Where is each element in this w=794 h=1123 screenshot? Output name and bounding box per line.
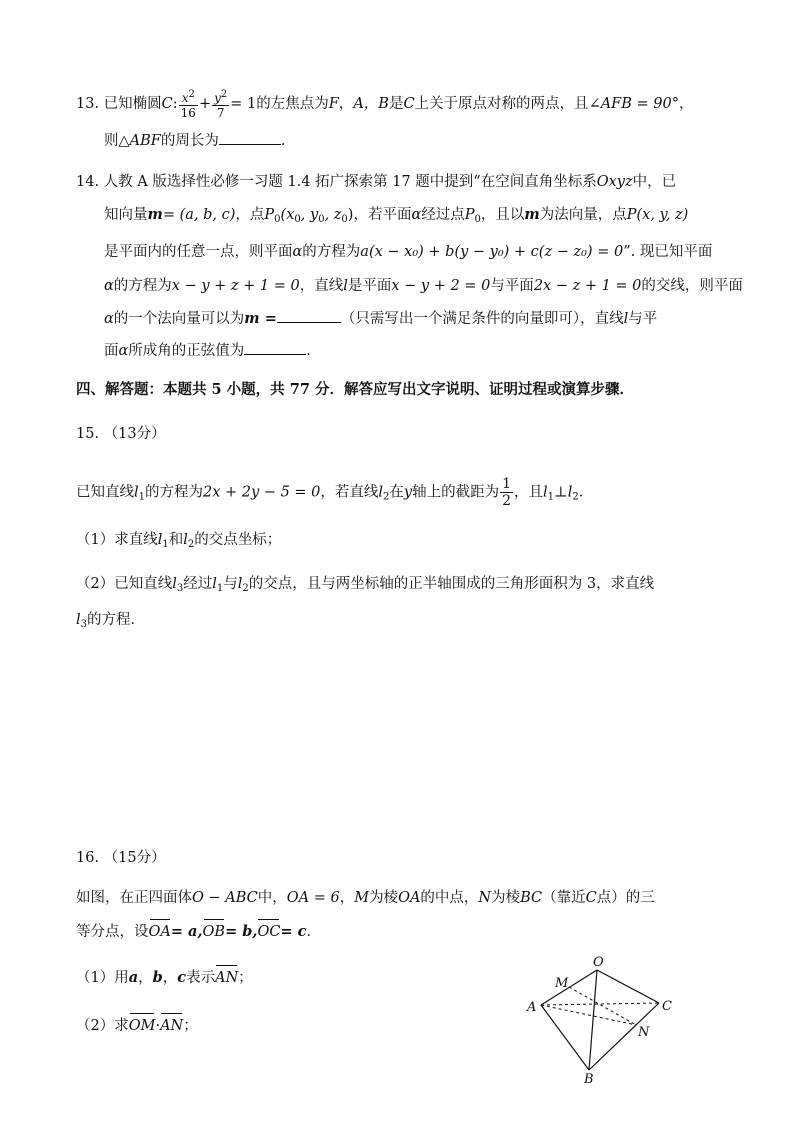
- plane3: 2x − z + 1 = 0: [533, 278, 642, 294]
- bold-c: c: [177, 969, 187, 986]
- sub-2c: 2: [187, 539, 195, 550]
- sub-3: 3: [176, 583, 184, 594]
- q15-part2-line2: [76, 610, 145, 635]
- q15-text-f: ，且: [514, 484, 544, 501]
- angle-afb: ∠AFB = 90°: [588, 96, 679, 112]
- fraction-y2-7: [212, 88, 229, 120]
- plane1: x − y + z + 1 = 0: [171, 278, 300, 294]
- den-16: 16: [180, 106, 196, 120]
- q16-text-b: 中，: [257, 890, 287, 906]
- sup-2b: 2: [220, 89, 228, 100]
- q15-p1b: 和: [168, 532, 184, 548]
- var-F: F: [328, 96, 339, 112]
- frac-num: 1: [502, 476, 512, 492]
- q15-p2c: 与: [223, 576, 238, 592]
- vector-m2: m: [524, 206, 540, 223]
- q14-text6a: 面: [104, 343, 119, 359]
- eq-1: = 1: [230, 96, 257, 112]
- q16-part2: [76, 1016, 198, 1036]
- sub-1: 1: [138, 491, 146, 503]
- q15-text-c: ，若直线: [320, 484, 379, 501]
- q13-line1: [76, 88, 693, 120]
- q14-text2h: ，若平面: [353, 207, 412, 223]
- q14-text4d: 与平面: [490, 278, 534, 294]
- q13-number: 13.: [76, 96, 100, 112]
- line-l2: l: [623, 311, 629, 327]
- label-n: N: [638, 1025, 650, 1040]
- var-y: y: [214, 91, 221, 105]
- alpha4: α: [104, 311, 114, 327]
- oxyz: Oxyz: [596, 174, 633, 190]
- q16-p1c: ；: [238, 970, 253, 986]
- answer-blank: [219, 130, 281, 145]
- var-M: M: [354, 890, 370, 906]
- perp-symbol: ⊥: [554, 484, 568, 501]
- l-3: l: [172, 576, 177, 592]
- var-N: N: [478, 890, 492, 906]
- q15-p2e: 的方程．: [87, 612, 146, 628]
- q14-text5c: 与平: [628, 311, 658, 327]
- dot-product: ·: [155, 1018, 161, 1034]
- y0: , y: [300, 207, 319, 223]
- l-2b: l: [567, 484, 573, 501]
- eq-c: = c: [280, 923, 307, 940]
- q16-p1b: 表示: [186, 970, 216, 986]
- alpha: α: [411, 207, 422, 223]
- q15-part2: [76, 574, 654, 599]
- q14-text3b: 的方程为: [302, 244, 361, 260]
- q13-end: .: [280, 133, 286, 149]
- edge-a-c: [541, 1003, 659, 1005]
- vector-OC: OC: [257, 924, 281, 940]
- edge-b-c: [589, 1003, 659, 1070]
- plane2: x − y + 2 = 0: [391, 278, 491, 294]
- q15-text-e: 轴上的截距为: [412, 484, 500, 501]
- q16-text-f: 为棱: [491, 890, 521, 906]
- q14-line3: [104, 242, 712, 262]
- label-c: C: [662, 999, 672, 1014]
- q16-p2a: （2）求: [76, 1018, 129, 1034]
- fraction-x2-16: [179, 88, 198, 120]
- edge-o-a: [541, 970, 597, 1005]
- eq-a: = a,: [170, 923, 203, 940]
- sub-2: 2: [383, 491, 390, 503]
- q13-text2: 的左焦点为: [256, 96, 329, 112]
- label-a: A: [527, 1000, 537, 1015]
- answer-blank-2: [277, 308, 341, 323]
- label-m: M: [555, 976, 569, 991]
- edge-o-b: [589, 970, 597, 1070]
- q16-line2: [76, 922, 321, 942]
- l-2c: l: [183, 532, 188, 548]
- q13-text: 已知椭圆: [103, 96, 162, 112]
- bold-b: b: [152, 969, 163, 986]
- q16-text-e: 的中点，: [420, 890, 479, 906]
- q16-p2b: ；: [183, 1018, 198, 1034]
- x0: (x: [280, 207, 295, 223]
- sub-2d: 2: [242, 583, 249, 594]
- q14-text2a: 知向量: [104, 207, 148, 223]
- edge-a-b: [541, 1005, 589, 1070]
- q13-comma: ，: [338, 96, 354, 112]
- q15-p1a: （1）求直线: [76, 532, 158, 548]
- q16-text-a: 如图，在正四面体: [76, 890, 192, 906]
- q15-text-g: ．: [578, 484, 594, 501]
- vector-m: m: [147, 206, 163, 223]
- q14-end: .: [306, 343, 311, 359]
- segment-m-n: [569, 987, 636, 1025]
- q16-line1: [76, 888, 655, 908]
- q14-number: 14.: [76, 174, 100, 190]
- q13-line2: [104, 130, 285, 151]
- line-l: l: [343, 278, 348, 294]
- q15-text-b: 的方程为: [145, 484, 204, 501]
- vector-OA: OA: [148, 924, 171, 940]
- sup-2: 2: [188, 89, 195, 100]
- alpha2: α: [292, 244, 303, 260]
- sub-1b: 1: [547, 491, 555, 503]
- z0: , z: [324, 207, 342, 223]
- q14-text1: 人教 A 版选择性必修一习题 1.4 拓广探索第 17 题中提到“在空间直角坐标系: [103, 174, 597, 190]
- frac-den: 2: [502, 493, 512, 509]
- var-y-axis: y: [403, 484, 413, 501]
- l-1d: l: [212, 576, 217, 592]
- l-1c: l: [157, 532, 163, 548]
- l-2d: l: [237, 576, 243, 592]
- q14-text2k: 为法向量，点: [539, 207, 627, 223]
- q14-text5b: （只需写出一个满足条件的向量即可），直线: [340, 311, 624, 327]
- bold-a: a: [128, 969, 139, 986]
- q14-text3a: 是平面内的任意一点，则平面: [104, 244, 293, 260]
- fraction-one-half: [500, 476, 513, 509]
- paren-close: ): [347, 207, 354, 223]
- q15-p1c: 的交点坐标；: [194, 532, 282, 548]
- q16-text-g: （靠近: [542, 890, 586, 906]
- q14-text4c: 是平面: [347, 278, 392, 294]
- section-heading: 四、解答题：本题共 5 小题，共 77 分．解答应写出文字说明、证明过程或演算步骤．: [76, 381, 634, 398]
- q14-line1: [76, 172, 676, 192]
- q16-text-j: ．: [306, 924, 321, 940]
- vector-AN: AN: [215, 970, 239, 986]
- q15-text-a: 已知直线: [76, 484, 134, 501]
- q14-text1b: 中，已: [632, 174, 677, 190]
- q14-line5: [104, 308, 657, 329]
- comma1: ，: [138, 970, 153, 986]
- comma2: ，: [162, 970, 178, 986]
- q14-text3c: ”. 现已知平面: [623, 244, 713, 260]
- q13-var-c: C: [161, 96, 173, 112]
- edge-OA: OA: [398, 890, 421, 906]
- var-C2: C: [403, 96, 415, 112]
- vector-AN2: AN: [160, 1018, 184, 1034]
- l-1: l: [134, 484, 139, 501]
- edge-BC: BC: [520, 890, 543, 906]
- oa-length: OA = 6: [286, 890, 340, 906]
- q13-text7: 则: [104, 133, 119, 149]
- m-value: = (a, b, c): [162, 207, 236, 223]
- answer-blank-3: [244, 340, 306, 355]
- var-C: C: [585, 890, 597, 906]
- q16-text-h: 点）的三: [596, 890, 655, 906]
- q13-text5: 上关于原点对称的两点，且: [414, 96, 589, 112]
- var-AB: A，B: [353, 96, 389, 112]
- q16-p1a: （1）用: [76, 970, 129, 986]
- q15-p2d: 的交点，且与两坐标轴的正半轴围成的三角形面积为 3，求直线: [248, 576, 655, 592]
- sub-1d: 1: [216, 583, 224, 594]
- sub-2b: 2: [572, 491, 579, 503]
- segment-a-n: [541, 1005, 636, 1025]
- q15-line1: [76, 476, 593, 509]
- l-2: l: [378, 484, 384, 501]
- q14-text6b: 所成角的正弦值为: [128, 343, 245, 359]
- plus: +: [198, 96, 212, 112]
- q16-text-i: 等分点，设: [76, 924, 149, 940]
- q14-text2i: 经过点: [421, 207, 465, 223]
- den-7: 7: [216, 106, 225, 120]
- triangle-abf: △ABF: [118, 133, 161, 149]
- q16-header: 16. （15分）: [76, 850, 166, 866]
- q14-text5a: 的一个法向量可以为: [113, 311, 245, 327]
- m-equals: m =: [244, 310, 277, 327]
- q16-part1: [76, 968, 253, 988]
- q13-colon: :: [172, 96, 178, 112]
- q15-p2a: （2）已知直线: [76, 576, 173, 592]
- var-x: x: [181, 91, 189, 105]
- edge-o-c: [597, 970, 659, 1003]
- alpha5: α: [118, 343, 129, 359]
- q14-text4a: 的方程为: [113, 278, 172, 294]
- eq-b: = b,: [225, 923, 258, 940]
- vector-OM: OM: [128, 1018, 156, 1034]
- q14-line4: [104, 276, 743, 296]
- q13-text4: 是: [388, 96, 404, 112]
- point-P0b: P: [464, 207, 475, 223]
- sub-1c: 1: [162, 539, 169, 550]
- q16-text-d: 为棱: [369, 890, 399, 906]
- plane-equation: a(x − x₀) + b(y − y₀) + c(z − z₀) = 0: [360, 244, 624, 260]
- alpha3: α: [104, 278, 114, 294]
- q15-part1: [76, 530, 281, 555]
- tetrahedron: O − ABC: [192, 890, 258, 906]
- point-Pxyz: P(x, y, z): [626, 207, 689, 223]
- q14-line6: [104, 340, 311, 361]
- l-1b: l: [543, 484, 548, 501]
- l-3b: l: [76, 612, 81, 628]
- q14-line2: 知向量m= (a, b, c)，点$P_0(x_0$, $y_0$, $z_0$)，若平面α经过点$P_0$，且以m为法向量，点P(x, y, z): [104, 206, 689, 225]
- vector-OB: OB: [202, 924, 226, 940]
- point-P0: P: [264, 207, 275, 223]
- label-b: B: [584, 1072, 594, 1087]
- q13-comma2: ，: [678, 96, 694, 112]
- q15-p2b: 经过: [183, 576, 213, 592]
- q14-text4e: 的交线，则平面: [641, 278, 743, 294]
- sub-3b: 3: [80, 619, 88, 630]
- line-equation: 2x + 2y − 5 = 0: [203, 484, 321, 501]
- label-o: O: [593, 955, 604, 970]
- q13-text8: 的周长为: [160, 133, 219, 149]
- q14-text2j: ，且以: [480, 207, 525, 223]
- q15-header: 15. （13分）: [76, 426, 166, 442]
- q14-text2c: ，点: [235, 207, 265, 223]
- q15-text-d: 在: [389, 484, 404, 501]
- q16-text-c: ，: [339, 890, 355, 906]
- q14-text4b: ，直线: [299, 278, 344, 294]
